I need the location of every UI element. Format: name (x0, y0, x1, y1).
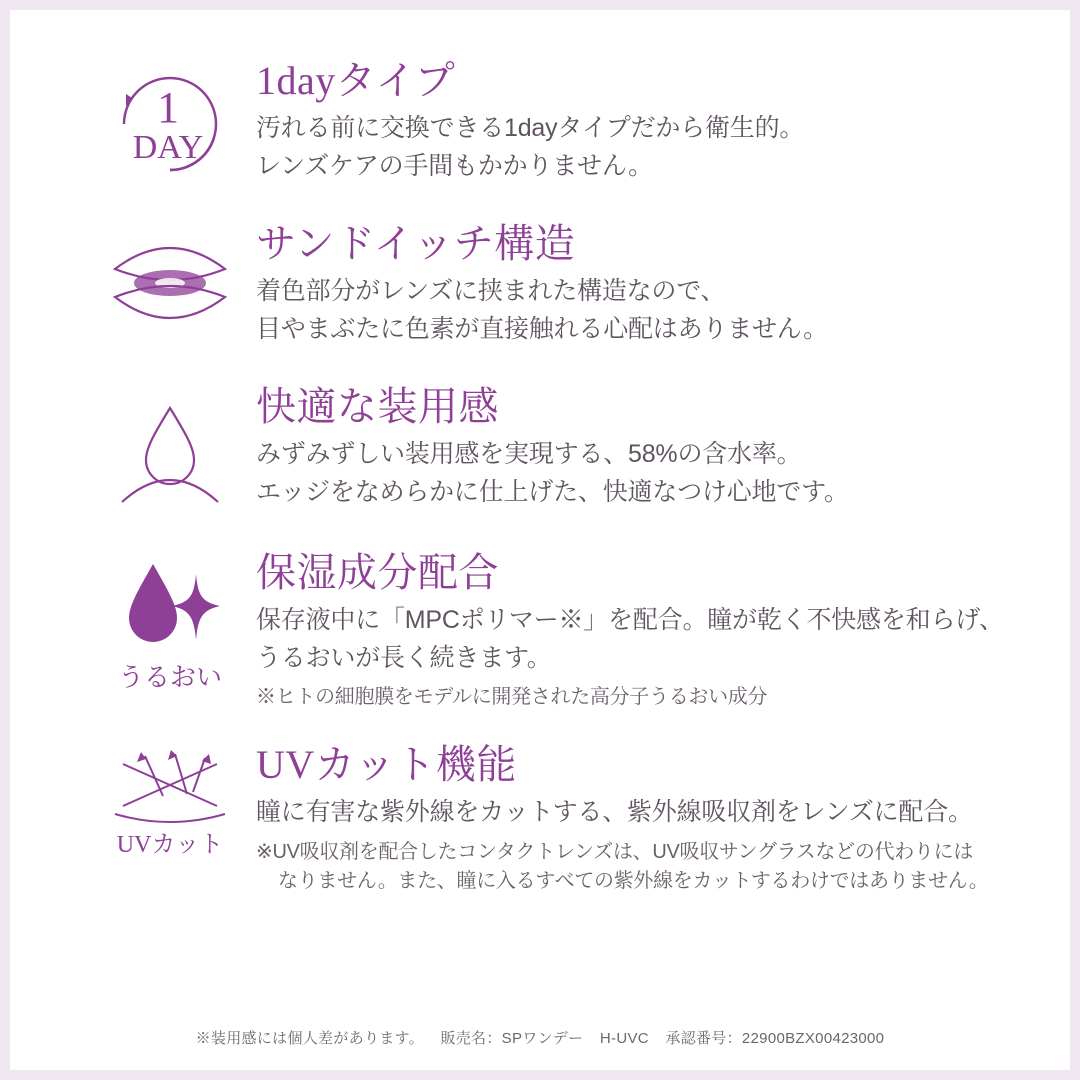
feature-body-line: うるおいが長く続きます。 (256, 643, 552, 672)
icon-column (90, 550, 250, 694)
feature-title: サンドイッチ構造 (256, 221, 576, 266)
feature-body-line: みずみずしい装用感を実現する、58%の含水率。 (256, 440, 802, 468)
feature-item-1day (90, 58, 1010, 185)
feature-item-uvcut (90, 742, 1010, 896)
feature-body-line: エッジをなめらかに仕上げた、快適なつけ心地です。 (256, 477, 849, 506)
uv-icon-group (105, 748, 235, 859)
icon-label: うるおい (117, 663, 222, 692)
text-column (250, 550, 1010, 712)
text-column (250, 742, 1010, 896)
feature-item-sandwich (90, 221, 1010, 348)
moisture-icon-group (108, 556, 233, 694)
feature-title: 快適な装用感 (256, 384, 499, 429)
feature-note-line-continued: なりません。また、瞳に入るすべての紫外線をカットするわけではありません。 (278, 869, 989, 892)
feature-item-moisture (90, 550, 1010, 712)
feature-body-line: 保存液中に「MPCポリマー※」を配合。瞳が乾く不快感を和らげ、 (256, 606, 1004, 634)
icon-column (90, 384, 250, 520)
svg-text:1: 1 (157, 83, 179, 132)
text-column (250, 221, 1010, 348)
feature-title: 1dayタイプ (256, 58, 456, 103)
feature-list (90, 58, 1010, 904)
text-column (250, 58, 1010, 185)
footer-approval-number: 承認番号：22900BZX00423000 (665, 1030, 885, 1047)
footer-disclaimer-text: ※装用感には個人差があります。 (195, 1030, 424, 1047)
feature-title: 保湿成分配合 (256, 550, 499, 595)
page-inner (10, 10, 1070, 1070)
uv-cut-icon (105, 748, 235, 828)
feature-body-line: 着色部分がレンズに挟まれた構造なので、 (256, 277, 726, 305)
feature-title: UVカット機能 (256, 742, 517, 787)
footer-disclaimer (10, 1027, 1070, 1048)
feature-note-line (256, 867, 1010, 896)
svg-text:DAY: DAY (132, 129, 204, 166)
icon-column (90, 742, 250, 859)
feature-note: ※ヒトの細胞膜をモデルに開発された高分子うるおい成分 (256, 686, 768, 708)
feature-body-line: 瞳に有害な紫外線をカットする、紫外線吸収剤をレンズに配合。 (256, 798, 973, 826)
water-drop-icon (110, 390, 230, 520)
feature-body-line: 汚れる前に交換できる1dayタイプだから衛生的。 (256, 114, 805, 142)
footer-product-label: 販売名：SPワンデー (440, 1030, 584, 1047)
icon-column (90, 58, 250, 184)
icon-label: UVカット (116, 832, 224, 858)
feature-item-comfort (90, 384, 1010, 520)
one-day-circle-icon (110, 64, 230, 184)
feature-body-line: 目やまぶたに色素が直接触れる心配はありません。 (256, 314, 828, 343)
moisture-drop-sparkle-icon (108, 556, 233, 661)
icon-column (90, 221, 250, 342)
text-column (250, 384, 1010, 511)
feature-note-line: ※UV吸収剤を配合したコンタクトレンズは、UV吸収サングラスなどの代わりには (256, 840, 974, 863)
lens-sandwich-icon (105, 227, 235, 342)
footer-product-code: H-UVC (599, 1030, 649, 1047)
feature-body-line: レンズケアの手間もかかりません。 (256, 151, 653, 180)
